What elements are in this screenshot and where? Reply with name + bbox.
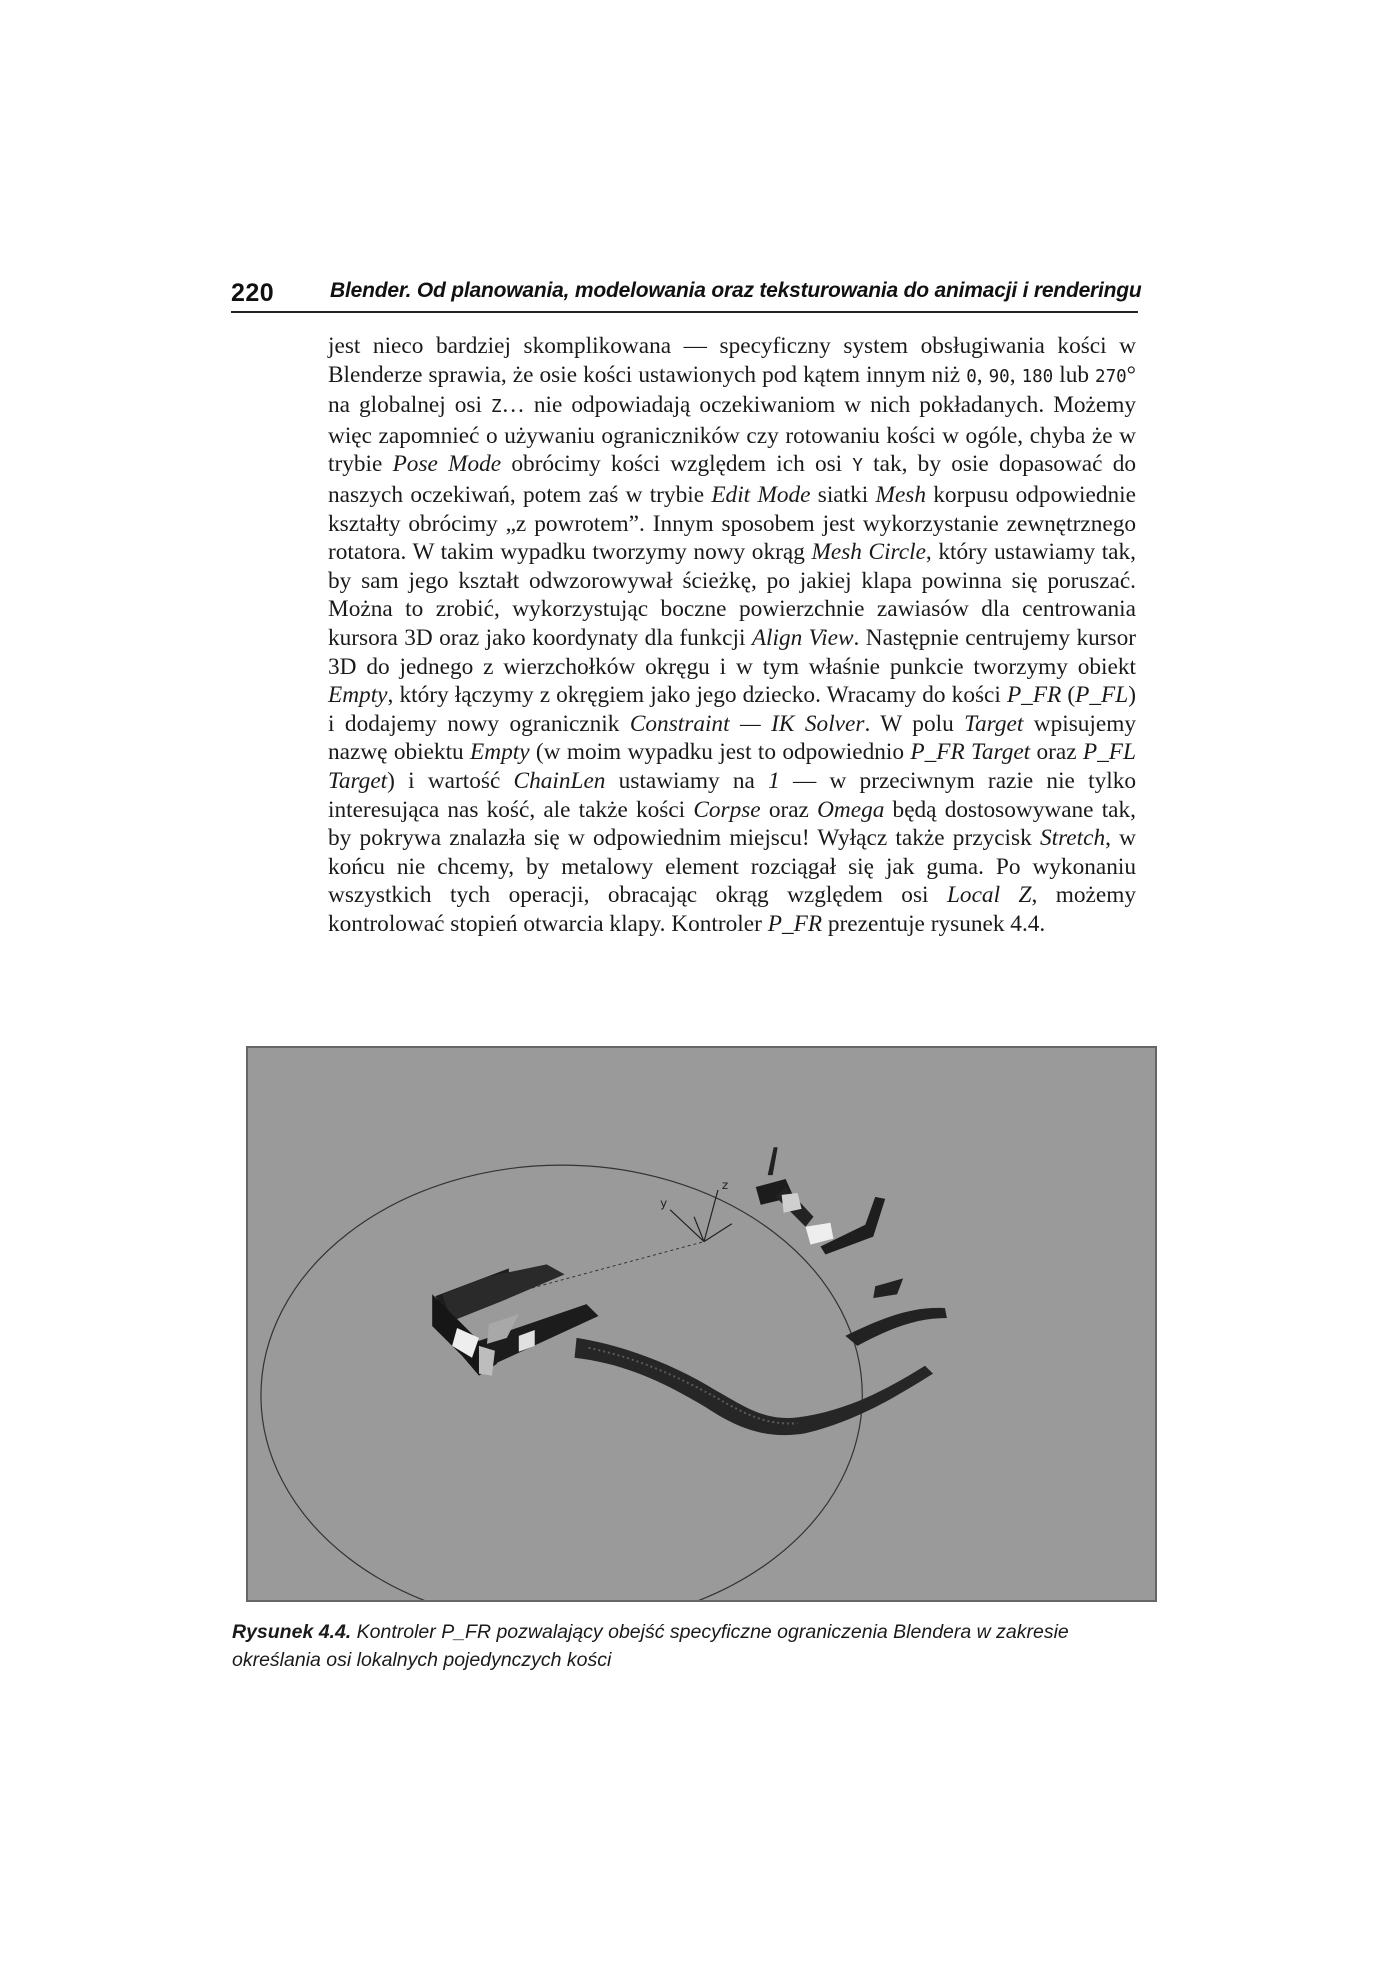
caption-label: Rysunek 4.4.: [232, 1621, 352, 1643]
caption-text: Kontroler P_FR pozwalający obejść specyficzne ograniczenia Blendera w zakresie określania osi lokalnych pojedynczych kości: [232, 1621, 1069, 1671]
hook-tip-mesh: [873, 1278, 903, 1298]
viewport-illustration: [248, 1048, 1155, 1600]
mesh-circle: [261, 1165, 862, 1600]
hook-mesh: [845, 1308, 947, 1346]
running-title: Blender. Od planowania, modelowania oraz teksturowania do animacji i renderingu: [330, 279, 1142, 302]
figure-blender-viewport: [246, 1046, 1157, 1602]
empty-axes-icon: [670, 1190, 732, 1242]
body-text: [328, 332, 1136, 938]
hinge-mesh: [432, 1264, 598, 1375]
secondary-hinge-mesh: [756, 1147, 885, 1254]
body-paragraph: jest nieco bardziej skomplikowana — specyficzny system obsługiwania kości w Blenderze sprawia, że osie kości ustawionych pod kątem innym niż 0, 90, 180 lub 270° na globalnej osi Z… nie odpowiadają oczekiwaniom w nich pokładanych. Możemy więc zapomnieć o używaniu ograniczników czy rotowaniu kości w ogóle, chyba że w trybie Pose Mode obrócimy kości względem ich osi Y tak, by osie dopasować do naszych oczekiwań, potem zaś w trybie Edit Mode siatki Mesh korpusu odpowiednie kształty obrócimy „z powrotem”. Innym sposobem jest wykorzystanie zewnętrznego rotatora. W takim wypadku tworzymy nowy okrąg Mesh Circle, który ustawiamy tak, by sam jego kształt odwzorowywał ścieżkę, po jakiej klapa powinna się poruszać. Można to zrobić, wykorzystując boczne powierzchnie zawiasów dla centrowania kursora 3D oraz jako koordynaty dla funkcji Align View. Następnie centrujemy kursor 3D do jednego z wierzchołków okręgu i w tym właśnie punkcie tworzymy obiekt Empty, który łączymy z okręgiem jako jego dziecko. Wracamy do kości P_FR (P_FL) i dodajemy nowy ogranicznik Constraint — IK Solver. W polu Target wpisujemy nazwę obiektu Empty (w moim wypadku jest to odpowiednio P_FR Target oraz P_FL Target) i wartość ChainLen ustawiamy na 1 — w przeciwnym razie nie tylko interesująca nas kość, ale także kości Corpse oraz Omega będą dostosowywane tak, by pokrywa znalazła się w odpowiednim miejscu! Wyłącz także przycisk Stretch, w końcu nie chcemy, by metalowy element rozciągał się jak guma. Po wykonaniu wszystkich tych operacji, obracając okrąg względem osi Local Z, możemy kontrolować stopień otwarcia klapy. Kontroler P_FR prezentuje rysunek 4.4.: [328, 333, 1137, 937]
axis-label-z: z: [721, 1177, 729, 1192]
header-rule: [231, 311, 1138, 313]
lever-arm-mesh: [575, 1338, 933, 1435]
page-number: 220: [231, 279, 275, 307]
page-header: [231, 273, 1142, 313]
axis-label-y: y: [660, 1195, 668, 1210]
figure-caption: [232, 1618, 1162, 1674]
